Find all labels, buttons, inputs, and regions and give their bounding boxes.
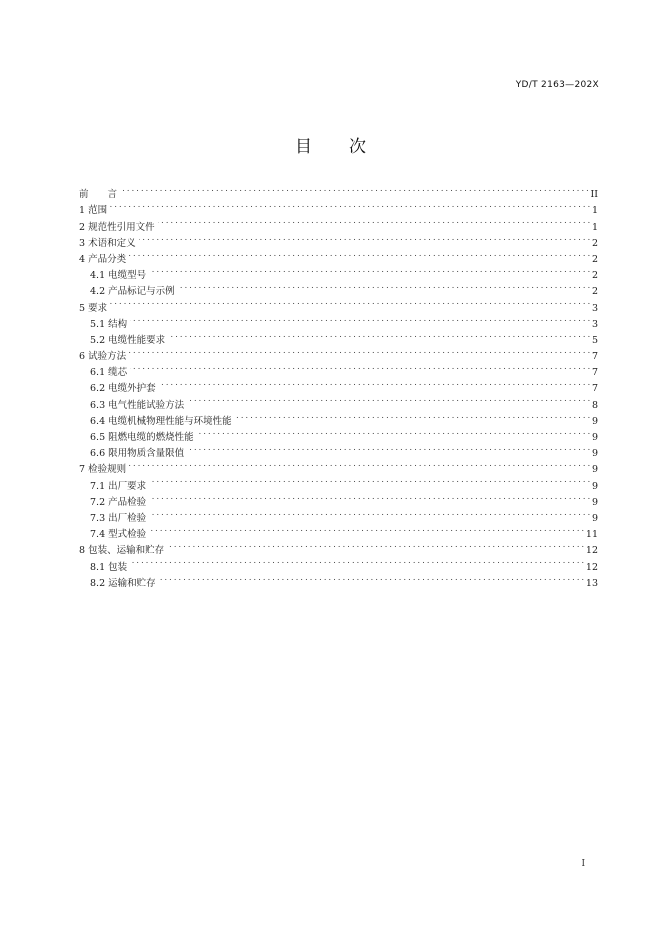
toc-entry-page: 11 [585, 529, 598, 541]
toc-entry-label: 6 试验方法 [79, 351, 127, 363]
toc-entry[interactable] [79, 359, 598, 379]
toc-dot-leader [167, 537, 584, 553]
toc-entry[interactable] [79, 489, 598, 508]
toc-entry-label: 7 检验规则 [79, 464, 127, 476]
toc-dot-leader [187, 391, 590, 407]
toc-entry-label: 7.4 型式检验 [90, 529, 147, 541]
toc-entry-label: 前 言 [79, 189, 118, 201]
toc-entry-label: 6.4 电缆机械物理性能与环境性能 [90, 415, 232, 427]
toc-entry-page: 9 [591, 432, 598, 443]
toc-dot-leader [139, 230, 590, 246]
toc-entry-page: 5 [591, 334, 598, 346]
toc-entry-page: 12 [585, 545, 598, 557]
toc-entry-page: 7 [591, 383, 598, 395]
toc-entry-label: 6.5 阻燃电缆的燃烧性能 [90, 432, 194, 443]
toc-entry[interactable] [79, 375, 598, 395]
toc-entry-page: 1 [591, 221, 598, 233]
toc-entry-page: 8 [591, 399, 598, 411]
toc-entry-label: 5 要求 [79, 302, 108, 314]
toc-entry-page: 9 [591, 496, 598, 508]
toc-entry[interactable] [79, 553, 598, 573]
toc-entry-page: 9 [591, 480, 598, 492]
toc-entry[interactable] [79, 213, 598, 233]
toc-dot-leader [149, 521, 584, 537]
toc-entry-label: 4.1 电缆型号 [90, 270, 147, 282]
toc-entry-page: 2 [591, 237, 598, 249]
toc-entry[interactable] [79, 327, 598, 346]
toc-entry-label: 5.1 结构 [90, 318, 128, 330]
page-title: 目 次 [295, 137, 367, 157]
toc-entry-page: 2 [591, 253, 598, 265]
toc-dot-leader [187, 440, 590, 456]
toc-entry-page: 7 [591, 367, 598, 379]
toc-entry-page: 9 [591, 415, 598, 427]
toc-entry-page: 7 [591, 351, 598, 363]
toc-dot-leader [235, 408, 590, 424]
toc-entry-label: 6.2 电缆外护套 [90, 383, 156, 395]
toc-dot-leader [149, 262, 590, 278]
toc-dot-leader [158, 213, 590, 229]
toc-entry[interactable] [79, 521, 598, 541]
toc-entry-label: 5.2 电缆性能要求 [90, 334, 166, 346]
toc-entry[interactable] [79, 311, 598, 330]
toc-entry-page: 13 [585, 577, 598, 589]
toc-dot-leader [178, 278, 590, 294]
toc-entry-page: 9 [591, 448, 598, 460]
document-number: YD/T 2163—202X [515, 80, 599, 90]
toc-entry[interactable] [79, 294, 598, 314]
toc-entry-label: 7.1 出厂要求 [90, 480, 147, 492]
toc-dot-leader [130, 553, 584, 569]
toc-entry-label: 7.3 出厂检验 [90, 512, 147, 524]
toc-entry[interactable] [79, 472, 598, 492]
toc-entry[interactable] [79, 570, 598, 589]
toc-entry-label: 6.1 缆芯 [90, 367, 128, 379]
toc-dot-leader [120, 181, 588, 197]
toc-entry[interactable] [79, 181, 598, 201]
toc-dot-leader [129, 246, 590, 262]
page-number: I [581, 859, 585, 869]
toc-entry-label: 4 产品分类 [79, 253, 127, 265]
toc-dot-leader [159, 570, 584, 586]
toc-dot-leader [159, 375, 590, 391]
toc-entry[interactable] [79, 456, 598, 476]
toc-entry-page: 3 [591, 318, 598, 330]
toc-dot-leader [149, 489, 590, 505]
toc-dot-leader [129, 343, 590, 359]
toc-dot-leader [130, 359, 590, 375]
toc-dot-leader [110, 294, 590, 310]
toc-entry[interactable] [79, 262, 598, 282]
toc-entry-page: 9 [591, 464, 598, 476]
toc-entry[interactable] [79, 343, 598, 363]
toc-dot-leader [110, 197, 590, 213]
toc-entry-label: 8 包装、运输和贮存 [79, 545, 165, 557]
toc-entry[interactable] [79, 197, 598, 217]
toc-entry-label: 8.1 包装 [90, 561, 128, 573]
toc-entry-page: 1 [591, 205, 598, 217]
toc-entry-label: 8.2 运输和贮存 [90, 577, 156, 589]
toc-entry-page: 2 [591, 270, 598, 282]
table-of-contents [79, 181, 598, 589]
toc-entry-label: 4.2 产品标记与示例 [90, 286, 175, 298]
toc-entry-label: 3 术语和定义 [79, 237, 136, 249]
toc-entry[interactable] [79, 246, 598, 265]
toc-entry-page: 9 [591, 512, 598, 524]
toc-dot-leader [130, 311, 590, 327]
toc-dot-leader [168, 327, 590, 343]
toc-entry-page: 12 [585, 561, 598, 573]
toc-entry-label: 6.3 电气性能试验方法 [90, 399, 185, 411]
toc-dot-leader [197, 424, 590, 440]
toc-entry-label: 2 规范性引用文件 [79, 221, 155, 233]
toc-entry[interactable] [79, 278, 598, 298]
toc-entry-page: 3 [591, 302, 598, 314]
toc-entry-label: 1 范围 [79, 205, 108, 217]
toc-entry-label: 7.2 产品检验 [90, 496, 147, 508]
toc-entry[interactable] [79, 505, 598, 524]
toc-dot-leader [149, 505, 590, 521]
toc-dot-leader [149, 472, 590, 488]
toc-entry-page: 2 [591, 286, 598, 298]
toc-entry-label: 6.6 限用物质含量限值 [90, 448, 185, 460]
toc-entry[interactable] [79, 230, 598, 249]
toc-entry[interactable] [79, 537, 598, 557]
toc-dot-leader [129, 456, 590, 472]
toc-entry-page: II [590, 189, 598, 201]
